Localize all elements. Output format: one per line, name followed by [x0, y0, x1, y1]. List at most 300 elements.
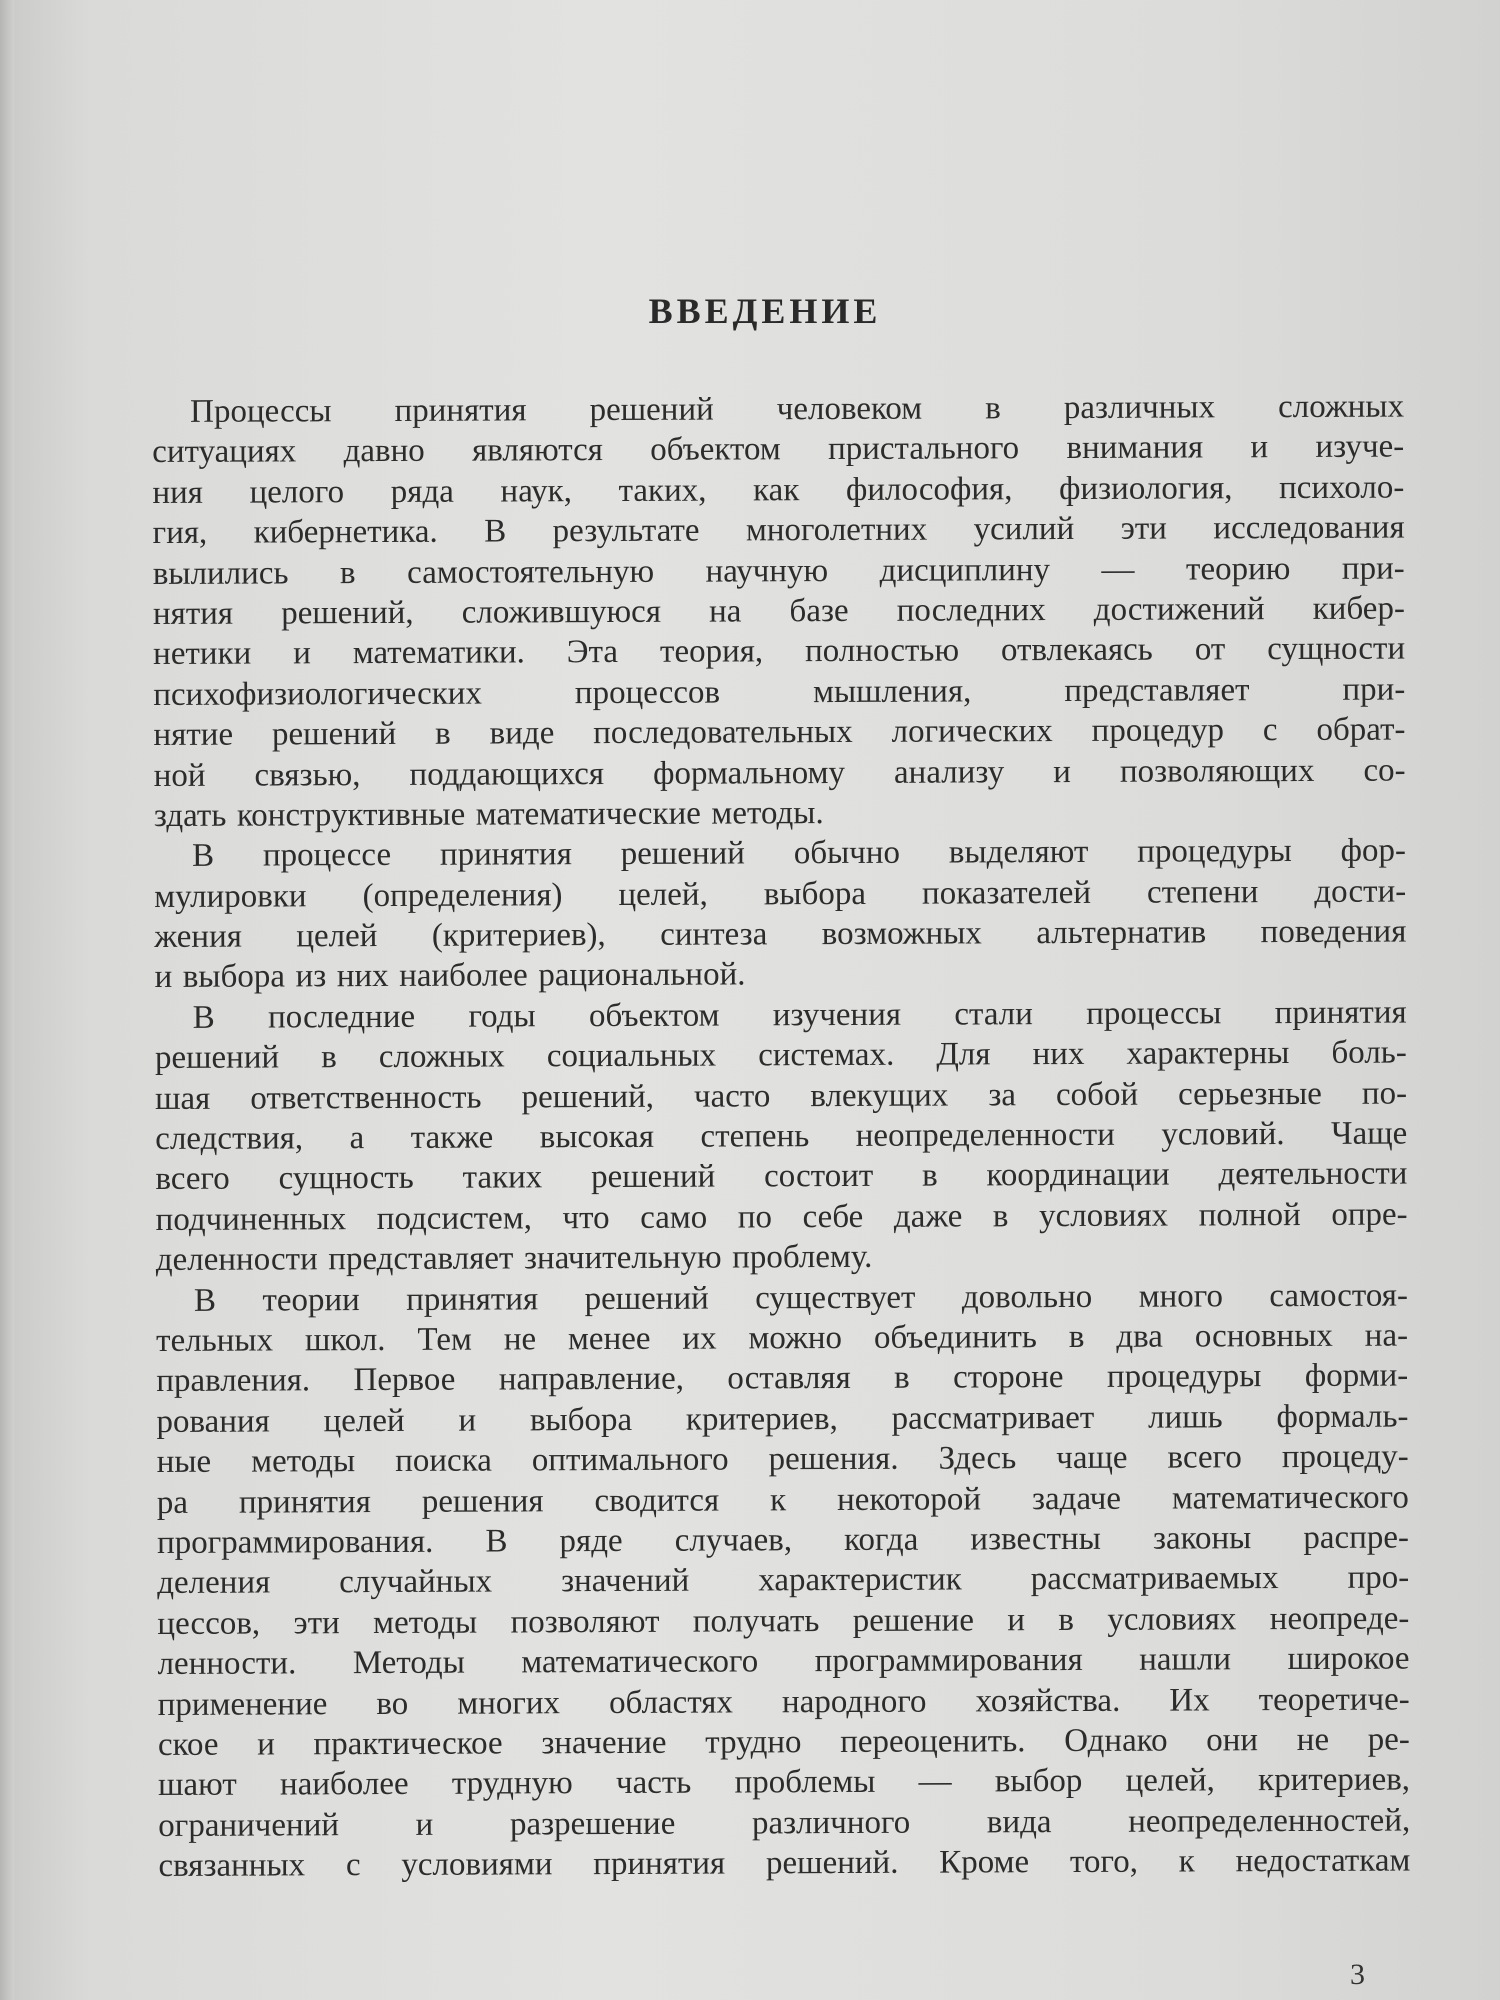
word: шая — [155, 1080, 211, 1117]
word: таких, — [618, 472, 707, 509]
word: много — [1138, 1277, 1223, 1315]
paragraph — [152, 387, 1406, 837]
word: решений — [584, 1280, 709, 1317]
word: эти — [293, 1604, 340, 1642]
word: нашли — [1139, 1641, 1232, 1678]
word: решение — [852, 1602, 975, 1639]
word: объектом — [650, 431, 781, 469]
word: высокая — [539, 1118, 655, 1156]
word: трудно — [705, 1724, 802, 1761]
word: поведения — [1260, 913, 1407, 951]
word: характеристик — [758, 1561, 962, 1599]
word: деления — [157, 1564, 271, 1602]
word: теорию — [1185, 550, 1291, 588]
word: программирования — [814, 1642, 1083, 1680]
word: направление, — [498, 1361, 685, 1398]
word: (критериев), — [431, 917, 606, 954]
word: ре- — [1367, 1721, 1410, 1758]
word: Однако — [1064, 1722, 1168, 1759]
word: в — [894, 1360, 910, 1397]
word: эти — [1120, 510, 1167, 547]
word: физиология, — [1058, 470, 1233, 507]
word: различного — [751, 1804, 911, 1842]
word: правления. — [156, 1362, 311, 1400]
word: получать — [692, 1602, 820, 1640]
word: связанных — [158, 1847, 306, 1885]
word: них — [1032, 1036, 1085, 1073]
word: анализу — [893, 753, 1005, 791]
word: обрат- — [1316, 711, 1406, 749]
word: ряде — [559, 1522, 623, 1560]
word: задаче — [1031, 1480, 1122, 1517]
word: не — [503, 1321, 537, 1358]
word: и — [257, 1726, 275, 1763]
word: известны — [970, 1520, 1101, 1558]
text-line — [155, 992, 1407, 1038]
word: недостаткам — [1235, 1842, 1411, 1880]
word: к — [770, 1481, 787, 1518]
word: В — [192, 999, 215, 1036]
word: деятельности — [1218, 1155, 1408, 1193]
word: неопреде- — [1269, 1600, 1410, 1637]
word: со- — [1363, 752, 1406, 789]
word: цессов, — [157, 1605, 261, 1642]
word: Здесь — [938, 1440, 1017, 1477]
word: объектом — [588, 997, 720, 1034]
text-line — [156, 1275, 1408, 1321]
word: оставляя — [727, 1360, 851, 1397]
text-line — [156, 1316, 1408, 1362]
text-line — [156, 1194, 1408, 1240]
page-number: 3 — [1350, 1958, 1365, 1991]
word: боль- — [1331, 1034, 1407, 1072]
text-line — [156, 1235, 1408, 1281]
word: методы — [251, 1443, 356, 1480]
word: жения — [154, 918, 242, 956]
word: критериев, — [685, 1400, 838, 1438]
word: рования — [156, 1403, 270, 1440]
word: социальных — [546, 1037, 717, 1075]
word: ограничений — [158, 1806, 340, 1844]
word: фор- — [1340, 832, 1407, 870]
word: решения — [421, 1482, 544, 1520]
word: процессов — [574, 674, 721, 711]
word: во — [376, 1685, 409, 1722]
word: в — [435, 715, 451, 752]
word: формальному — [652, 754, 846, 792]
word: можно — [748, 1319, 843, 1357]
word: нятие — [153, 716, 234, 754]
word: виде — [489, 715, 555, 752]
word: В — [193, 1282, 217, 1319]
word: и — [1007, 1601, 1026, 1638]
word: теоретиче- — [1258, 1681, 1410, 1718]
word: последние — [267, 998, 416, 1036]
word: сложных — [378, 1038, 505, 1076]
text-line — [158, 1719, 1410, 1765]
word: последовательных — [593, 714, 853, 752]
word: методы — [373, 1604, 478, 1641]
word: альтернатив — [1036, 914, 1207, 952]
word: целого — [249, 473, 345, 511]
word: и — [293, 635, 311, 672]
word: условиях — [1038, 1197, 1169, 1234]
word: в — [992, 1198, 1009, 1235]
word: позволяют — [510, 1603, 660, 1641]
word: при- — [1342, 671, 1406, 708]
text-line — [153, 508, 1405, 554]
word: научную — [705, 552, 829, 590]
word: выбора — [529, 1401, 633, 1439]
word: значительную — [523, 1239, 722, 1277]
word: характерны — [1126, 1035, 1290, 1073]
text-line — [157, 1517, 1409, 1563]
word: решений. — [765, 1844, 899, 1882]
word: сложившуюся — [461, 593, 662, 631]
word: философия, — [845, 471, 1013, 508]
word: сущности — [1267, 630, 1406, 668]
word: проблемы — [734, 1764, 876, 1801]
text-line — [156, 1356, 1408, 1402]
paragraph — [155, 992, 1408, 1280]
word: неопределенностей, — [1128, 1802, 1411, 1840]
word: и — [415, 1806, 434, 1843]
word: они — [1206, 1722, 1259, 1759]
word: Их — [1169, 1681, 1210, 1719]
word: случаев, — [674, 1522, 793, 1559]
text-line — [155, 1154, 1407, 1200]
word: принятия — [394, 392, 527, 429]
word: в — [985, 390, 1001, 427]
word: обычно — [793, 835, 901, 872]
word: школ. — [304, 1321, 386, 1359]
word: форми- — [1304, 1357, 1409, 1395]
word: здать — [153, 797, 227, 834]
word: возможных — [821, 915, 982, 953]
word: программирования. — [156, 1523, 434, 1561]
word: исследования — [1213, 509, 1405, 547]
word: Для — [936, 1036, 991, 1073]
word: случайных — [339, 1563, 493, 1601]
word: Кроме — [939, 1844, 1030, 1881]
word: критериев, — [1258, 1761, 1411, 1799]
text-line — [152, 387, 1404, 433]
word: по- — [1361, 1075, 1408, 1112]
word: процессе — [262, 837, 392, 874]
word: степени — [1146, 873, 1259, 911]
word: от — [1194, 631, 1226, 668]
word: довольно — [961, 1278, 1093, 1316]
word: ответственность — [250, 1079, 482, 1117]
word: также — [410, 1119, 494, 1156]
word: В — [484, 513, 507, 550]
word: объединить — [873, 1319, 1037, 1356]
word: дисциплину — [879, 551, 1051, 589]
word: лишь — [1148, 1399, 1223, 1436]
word: хозяйства. — [975, 1682, 1121, 1719]
word: процеду- — [1281, 1438, 1409, 1476]
word: решений — [154, 1039, 280, 1077]
word: собой — [1055, 1076, 1139, 1113]
word: себе — [802, 1198, 864, 1235]
word: серьезные — [1177, 1075, 1322, 1113]
word: методы. — [711, 794, 824, 832]
word: два — [1116, 1318, 1163, 1355]
word: что — [562, 1199, 610, 1237]
word: последних — [896, 592, 1046, 629]
word: поддающихся — [409, 755, 605, 793]
word: подсистем, — [376, 1200, 532, 1237]
word: в — [1058, 1601, 1075, 1638]
word: и — [458, 1402, 477, 1439]
word: трудную — [451, 1765, 573, 1802]
text-line — [157, 1437, 1409, 1483]
word: следствия, — [155, 1120, 304, 1158]
word: позволяющих — [1119, 752, 1315, 790]
word: поиска — [395, 1442, 492, 1480]
word: принятия — [593, 1845, 726, 1883]
word: значений — [560, 1562, 690, 1600]
word: и — [154, 959, 173, 996]
word: дости- — [1314, 873, 1407, 910]
word: проблему. — [732, 1239, 873, 1276]
word: часто — [693, 1077, 771, 1115]
word: пристального — [827, 430, 1020, 468]
word: при- — [1341, 550, 1405, 587]
word: к — [1178, 1843, 1195, 1880]
word: психоло- — [1279, 469, 1405, 506]
word: ра — [156, 1484, 189, 1521]
word: само — [640, 1199, 708, 1236]
word: кибернетика. — [253, 513, 438, 551]
word: Эта — [566, 634, 619, 671]
word: конструктивные — [236, 796, 466, 834]
word: В — [191, 838, 215, 875]
word: как — [753, 471, 800, 509]
word: решений, — [521, 1078, 655, 1116]
word: деленности — [155, 1241, 318, 1279]
word: них — [336, 958, 389, 995]
word: часть — [615, 1764, 692, 1802]
word: нетики — [153, 635, 252, 673]
word: практическое — [313, 1725, 503, 1763]
word: применение — [157, 1685, 328, 1723]
body-text — [152, 387, 1411, 1887]
word: давно — [343, 433, 425, 470]
word: Первое — [353, 1362, 456, 1399]
word: по — [737, 1199, 773, 1236]
word: процессы — [1086, 995, 1222, 1032]
word: математики. — [352, 634, 525, 672]
word: человеком — [776, 390, 923, 428]
word: существует — [755, 1279, 916, 1316]
word: представляет — [328, 1240, 514, 1278]
word: отвлекаясь — [1000, 631, 1153, 669]
word: мышления, — [812, 673, 972, 710]
text-line — [153, 629, 1405, 675]
text-line — [154, 952, 1406, 998]
word: психофизиологических — [153, 675, 482, 713]
word: вида — [986, 1803, 1052, 1841]
word: ряда — [390, 473, 454, 510]
word: изуче- — [1315, 428, 1405, 466]
word: ское — [157, 1726, 219, 1763]
word: годы — [468, 998, 536, 1035]
word: наиболее — [279, 1766, 409, 1803]
text-line — [157, 1639, 1409, 1685]
word: принятия — [238, 1483, 371, 1521]
word: — — [918, 1763, 952, 1800]
word: некоторой — [837, 1480, 982, 1518]
text-line — [154, 912, 1406, 958]
text-line — [157, 1558, 1409, 1604]
paragraph — [154, 831, 1407, 998]
word: процедур — [1091, 712, 1225, 750]
text-line — [155, 1114, 1407, 1160]
word: решения. — [768, 1440, 899, 1478]
text-line — [155, 1073, 1407, 1119]
word: формаль- — [1276, 1398, 1409, 1435]
word: полной — [1198, 1196, 1301, 1234]
word: всего — [155, 1161, 230, 1198]
word: усилий — [973, 511, 1075, 548]
word: стороне — [953, 1359, 1064, 1396]
word: широкое — [1287, 1640, 1410, 1678]
word: в — [1068, 1318, 1085, 1355]
word: целей — [296, 918, 378, 955]
word: подчиненных — [155, 1200, 347, 1238]
word: — — [1101, 551, 1135, 588]
text-line — [158, 1841, 1410, 1887]
word: решений — [620, 835, 745, 873]
word: гия, — [152, 514, 208, 552]
word: сложных — [1278, 388, 1405, 426]
word: с — [1262, 712, 1278, 749]
word: теории — [262, 1281, 360, 1319]
word: народного — [781, 1683, 927, 1720]
text-line — [156, 1396, 1408, 1442]
word: разрешение — [509, 1805, 676, 1843]
word: с — [345, 1847, 361, 1884]
word: решений, — [281, 594, 414, 632]
word: многолетних — [745, 511, 928, 549]
word: самостоятельную — [407, 553, 655, 591]
text-line — [158, 1679, 1410, 1725]
word: тельных — [156, 1322, 274, 1359]
word: областях — [608, 1683, 734, 1721]
word: в — [922, 1158, 938, 1195]
word: чаще — [1056, 1439, 1128, 1477]
word: целей, — [618, 876, 708, 913]
word: принятия — [439, 836, 572, 874]
word: всего — [1167, 1439, 1242, 1476]
word: распре- — [1303, 1519, 1410, 1556]
word: В — [485, 1523, 508, 1560]
word: процедуры — [1106, 1358, 1262, 1396]
word: синтеза — [660, 916, 768, 953]
text-line — [158, 1760, 1410, 1806]
word: наук, — [500, 472, 572, 510]
text-line — [153, 588, 1405, 634]
word: связью, — [254, 756, 361, 794]
word: вылились — [152, 554, 289, 592]
word: того, — [1069, 1843, 1139, 1881]
word: сводится — [594, 1482, 720, 1519]
word: мулировки — [154, 878, 307, 915]
word: рациональной. — [538, 956, 746, 994]
word: выбора — [182, 958, 286, 996]
word: внимания — [1066, 429, 1204, 467]
text-line — [154, 790, 1406, 836]
word: процедуры — [1137, 833, 1292, 871]
word: сущность — [278, 1160, 414, 1197]
word: и — [1250, 429, 1269, 466]
word: таких — [462, 1159, 543, 1197]
word: результате — [552, 512, 700, 550]
word: самостоя- — [1269, 1277, 1408, 1314]
word: полностью — [805, 632, 960, 670]
word: стали — [954, 996, 1033, 1033]
word: решений — [591, 1158, 716, 1196]
word: ния — [152, 474, 204, 511]
word: ленности. — [157, 1645, 297, 1683]
word: оптимального — [531, 1441, 729, 1479]
word: на — [708, 593, 742, 630]
text-line — [154, 750, 1406, 796]
word: степень — [700, 1118, 810, 1155]
word: рассматриваемых — [1030, 1560, 1279, 1598]
word: координации — [986, 1156, 1170, 1194]
text-line — [152, 467, 1404, 513]
word: значение — [541, 1724, 667, 1762]
word: а — [349, 1120, 365, 1157]
word: в — [339, 554, 356, 591]
word: базе — [789, 592, 849, 630]
word: состоит — [764, 1158, 874, 1195]
word: в — [321, 1039, 337, 1076]
word: когда — [844, 1521, 919, 1558]
word: выбора — [763, 875, 867, 913]
word: представляет — [1064, 671, 1250, 709]
word: Процессы — [190, 393, 332, 430]
word: ситуациях — [152, 433, 297, 471]
word: из — [295, 958, 327, 995]
word: ной — [153, 757, 206, 794]
text-line — [153, 669, 1405, 715]
word: влекущих — [810, 1077, 949, 1114]
word: неопределенности — [855, 1116, 1115, 1154]
text-line — [153, 548, 1405, 594]
chapter-title: ВВЕДЕНИЕ — [648, 291, 882, 331]
word: законы — [1152, 1520, 1252, 1557]
word: шают — [158, 1766, 237, 1804]
word: наиболее — [399, 957, 528, 995]
word: за — [988, 1076, 1017, 1113]
word: теория, — [659, 633, 764, 671]
word: про- — [1347, 1559, 1410, 1597]
text-line — [155, 1033, 1407, 1079]
word: нятия — [152, 595, 234, 632]
word: на- — [1364, 1317, 1409, 1354]
word: изучения — [772, 996, 902, 1034]
word: Методы — [352, 1644, 465, 1682]
word: многих — [457, 1684, 561, 1722]
text-line — [158, 1800, 1410, 1846]
word: показателей — [921, 874, 1092, 912]
word: кибер- — [1312, 590, 1405, 627]
text-line — [154, 871, 1406, 917]
text-line — [154, 831, 1406, 877]
